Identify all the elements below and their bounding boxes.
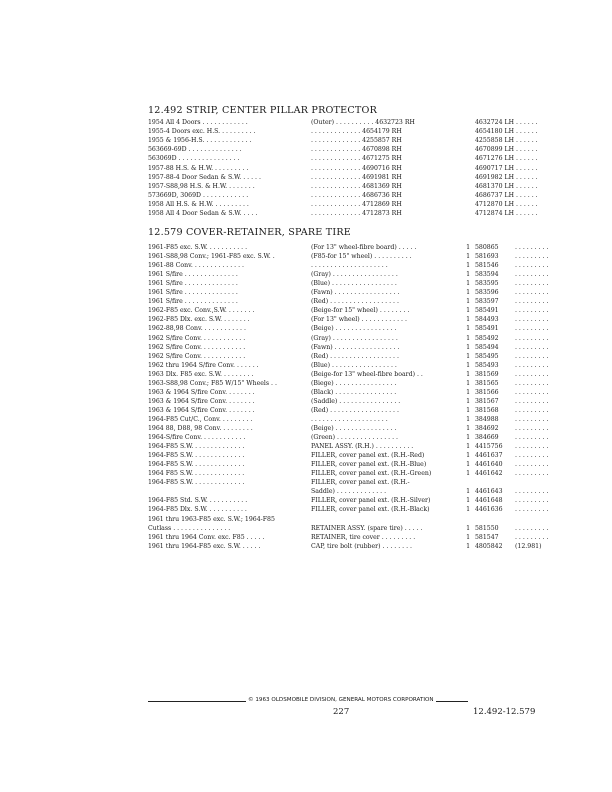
row-application: 1955-4 Doors exc. H.S. . . . . . . . . . bbox=[148, 128, 256, 136]
row-description: . . . . . . . . . . . . . . . . . . . . bbox=[311, 415, 388, 423]
row-application: 1964-F85 Cut/C., Conv. . . . . . . . . bbox=[148, 415, 253, 423]
table-row bbox=[148, 182, 588, 191]
row-description: (Beige) . . . . . . . . . . . . . . . . bbox=[311, 425, 397, 432]
row-part-number: 585493 bbox=[475, 361, 499, 369]
row-application: 1964-S/fire Conv. . . . . . . . . . . . bbox=[148, 434, 246, 442]
row-extra: . . . . . . . . . bbox=[515, 379, 549, 387]
row-part-number: 585491 bbox=[475, 325, 499, 333]
row-application: 1963 & 1964 S/fire Conv. . . . . . . . bbox=[148, 388, 255, 396]
row-quantity: 1 bbox=[466, 343, 470, 351]
row-quantity: 1 bbox=[466, 307, 470, 315]
table-row bbox=[148, 191, 588, 200]
row-part-number: 4461642 bbox=[475, 470, 503, 478]
section-title-cover-retainer: 12.579 COVER-RETAINER, SPARE TIRE bbox=[148, 227, 351, 238]
row-quantity: 1 bbox=[466, 280, 470, 288]
row-description: FILLER, cover panel ext. (R.H.-Green) bbox=[311, 470, 432, 478]
row-extra: . . . . . . . . . bbox=[515, 361, 549, 369]
row-part-number: 585492 bbox=[475, 334, 499, 342]
row-quantity: 1 bbox=[466, 470, 470, 478]
row-part-number: 583595 bbox=[475, 280, 499, 288]
table-row bbox=[148, 288, 588, 297]
row-description: Saddle) . . . . . . . . . . . . . bbox=[311, 488, 387, 496]
row-application: 1961-S88,98 Conv.; 1961-F85 exc. S.W. . bbox=[148, 253, 275, 261]
row-quantity: 1 bbox=[466, 488, 470, 496]
row-description: (Gray) . . . . . . . . . . . . . . . . . bbox=[311, 334, 398, 342]
row-quantity: 1 bbox=[466, 524, 470, 532]
row-application: 563069D . . . . . . . . . . . . . . . . bbox=[148, 155, 240, 163]
row-part-number: 585495 bbox=[475, 352, 499, 360]
row-part-number: 583594 bbox=[475, 271, 499, 279]
row-description: (Green) . . . . . . . . . . . . . . . . bbox=[311, 434, 398, 442]
row-application: 1962 S/fire Conv. . . . . . . . . . . . bbox=[148, 334, 246, 342]
row-part-number: 381568 bbox=[475, 406, 499, 414]
row-application: 1964-F85 Dlx. S.W. . . . . . . . . . . bbox=[148, 506, 247, 514]
row-quantity: 1 bbox=[466, 406, 470, 414]
row-part-number: 580865 bbox=[475, 244, 499, 251]
page-number: 227 bbox=[333, 707, 350, 717]
row-quantity: 1 bbox=[466, 244, 470, 251]
table-row bbox=[148, 334, 588, 343]
row-extra: . . . . . . . . . bbox=[515, 524, 549, 532]
row-application: 1961-88 Conv. . . . . . . . . . . . . . bbox=[148, 262, 244, 270]
row-application: 1957-S88,98 H.S. & H.W. . . . . . . . bbox=[148, 182, 255, 190]
row-application: 1963-S88,98 Conv.; F85 W/15" Wheels . . bbox=[148, 379, 277, 387]
row-part-number: 4681370 LH . . . . . . bbox=[475, 182, 538, 190]
table-row bbox=[148, 424, 588, 433]
table-row bbox=[148, 442, 588, 451]
table-row bbox=[148, 515, 588, 524]
table-row bbox=[148, 496, 588, 505]
row-part-number: 381566 bbox=[475, 388, 499, 396]
row-part-number: 4461643 bbox=[475, 488, 503, 496]
footer-copyright: © 1963 OLDSMOBILE DIVISION, GENERAL MOTORS CORPORATION bbox=[248, 697, 434, 703]
row-extra: . . . . . . . . . bbox=[515, 443, 549, 451]
table-row bbox=[148, 324, 588, 333]
row-description: (Red) . . . . . . . . . . . . . . . . . . bbox=[311, 352, 399, 360]
row-extra: . . . . . . . . . bbox=[515, 352, 549, 360]
row-application: 1964-F85 Std. S.W. . . . . . . . . . . bbox=[148, 497, 248, 505]
table-row bbox=[148, 261, 588, 270]
row-description: . . . . . . . . . . . . . 4670898 RH bbox=[311, 146, 402, 154]
row-description: (Gray) . . . . . . . . . . . . . . . . . bbox=[311, 271, 398, 279]
row-extra: . . . . . . . . . bbox=[515, 370, 549, 378]
table-row bbox=[148, 370, 588, 379]
table-row bbox=[148, 361, 588, 370]
row-description: . . . . . . . . . . . . . 4712869 RH bbox=[311, 200, 402, 208]
row-part-number: 381567 bbox=[475, 397, 499, 405]
row-description: . . . . . . . . . . . . . 4691981 RH bbox=[311, 173, 402, 181]
row-description: FILLER, cover panel ext. (R.H.- bbox=[311, 479, 410, 487]
row-quantity: 1 bbox=[466, 334, 470, 342]
row-part-number: 583597 bbox=[475, 298, 499, 306]
row-extra: . . . . . . . . . bbox=[515, 280, 549, 288]
row-extra: . . . . . . . . . bbox=[515, 262, 549, 270]
row-application: 573669D, 3069D . . . . . . . . . . . . bbox=[148, 191, 249, 199]
table-row bbox=[148, 279, 588, 288]
row-part-number: 4805842 bbox=[475, 542, 503, 550]
table-row bbox=[148, 164, 588, 173]
row-application: 1961 thru 1963-F85 exc. S.W.; 1964-F85 bbox=[148, 515, 275, 523]
table-row bbox=[148, 200, 588, 209]
row-extra: . . . . . . . . . bbox=[515, 244, 549, 251]
table-row bbox=[148, 252, 588, 261]
row-application: 1954 All 4 Doors . . . . . . . . . . . . bbox=[148, 119, 248, 126]
row-part-number: 4712870 LH . . . . . . bbox=[475, 200, 538, 208]
row-description: CAP, tire bolt (rubber) . . . . . . . . bbox=[311, 542, 412, 550]
table-row bbox=[148, 343, 588, 352]
row-description: . . . . . . . . . . . . . 4686736 RH bbox=[311, 191, 402, 199]
row-application: 1961 thru 1964-F85 exc. S.W. . . . . . bbox=[148, 542, 261, 550]
row-part-number: 4670899 LH . . . . . . bbox=[475, 146, 538, 154]
row-application: 1964 88, D88, 98 Conv. . . . . . . . . bbox=[148, 425, 253, 432]
row-quantity: 1 bbox=[466, 289, 470, 297]
row-extra: . . . . . . . . . bbox=[515, 497, 549, 505]
table-row bbox=[148, 243, 588, 252]
row-application: 563669-69D . . . . . . . . . . . . . . bbox=[148, 146, 242, 154]
row-application: 1955 & 1956-H.S. . . . . . . . . . . . . bbox=[148, 137, 252, 145]
row-application: 1962-88,98 Conv. . . . . . . . . . . . bbox=[148, 325, 246, 333]
row-quantity: 1 bbox=[466, 271, 470, 279]
row-quantity: 1 bbox=[466, 316, 470, 324]
row-part-number: 581550 bbox=[475, 524, 499, 532]
row-extra: . . . . . . . . . bbox=[515, 461, 549, 469]
row-application: 1962-F85 Dlx. exc. S.W. . . . . . . . bbox=[148, 316, 250, 324]
row-description: . . . . . . . . . . . . . 4654179 RH bbox=[311, 128, 402, 136]
table-row bbox=[148, 154, 588, 163]
row-extra: . . . . . . . . . bbox=[515, 533, 549, 541]
table-row bbox=[148, 505, 588, 514]
row-application: 1962-F85 exc. Conv.,S.W. . . . . . . . bbox=[148, 307, 255, 315]
row-part-number: 4461637 bbox=[475, 452, 503, 460]
row-application: Cutlass . . . . . . . . . . . . . . . bbox=[148, 524, 231, 532]
row-description: (Beige-for 13" wheel-fibre board) . . bbox=[311, 370, 423, 378]
row-extra: . . . . . . . . . bbox=[515, 488, 549, 496]
row-description: (F85-for 15" wheel) . . . . . . . . . . bbox=[311, 253, 412, 261]
row-extra: . . . . . . . . . bbox=[515, 325, 549, 333]
row-extra: . . . . . . . . . bbox=[515, 470, 549, 478]
row-part-number: 4415756 bbox=[475, 443, 503, 451]
row-part-number: 4461648 bbox=[475, 497, 503, 505]
table-row bbox=[148, 270, 588, 279]
row-application: 1961 S/fire . . . . . . . . . . . . . . bbox=[148, 280, 238, 288]
table-row bbox=[148, 469, 588, 478]
row-description: . . . . . . . . . . . . . 4681369 RH bbox=[311, 182, 402, 190]
table-row bbox=[148, 145, 588, 154]
row-application: 1964-F85 S.W. . . . . . . . . . . . . . bbox=[148, 443, 245, 451]
table-row bbox=[148, 352, 588, 361]
row-part-number: 4461636 bbox=[475, 506, 503, 514]
row-part-number: 381565 bbox=[475, 379, 499, 387]
row-application: 1963 & 1964 S/fire Conv. . . . . . . . bbox=[148, 397, 255, 405]
row-application: 1964-F85 S.W. . . . . . . . . . . . . . bbox=[148, 452, 245, 460]
row-quantity: 1 bbox=[466, 361, 470, 369]
row-quantity: 1 bbox=[466, 388, 470, 396]
row-extra: . . . . . . . . . bbox=[515, 506, 549, 514]
row-quantity: 1 bbox=[466, 298, 470, 306]
row-description: . . . . . . . . . . . . . 4712873 RH bbox=[311, 210, 402, 217]
row-application: 1964-F85 S.W. . . . . . . . . . . . . . bbox=[148, 461, 245, 469]
row-description: (For 13" wheel) . . . . . . . . . . . . bbox=[311, 316, 407, 324]
row-description: (Blue) . . . . . . . . . . . . . . . . . bbox=[311, 280, 397, 288]
row-description: (Black) . . . . . . . . . . . . . . . . bbox=[311, 388, 397, 396]
row-extra: . . . . . . . . . bbox=[515, 388, 549, 396]
row-extra: . . . . . . . . . bbox=[515, 397, 549, 405]
row-description: PANEL ASSY. (R.H.) . . . . . . . . . . bbox=[311, 443, 414, 451]
row-description: . . . . . . . . . . . . . 4671275 RH bbox=[311, 155, 402, 163]
row-application: 1961-F85 exc. S.W. . . . . . . . . . . bbox=[148, 244, 248, 251]
row-extra: . . . . . . . . . bbox=[515, 415, 549, 423]
row-description: FILLER, cover panel ext. (R.H.-Black) bbox=[311, 506, 430, 514]
row-application: 1958 All 4 Door Sedan & S.W. . . . . bbox=[148, 210, 258, 217]
row-extra: (12.981) bbox=[515, 542, 542, 550]
table-row bbox=[148, 415, 588, 424]
row-extra: . . . . . . . . . bbox=[515, 406, 549, 414]
table-row bbox=[148, 433, 588, 442]
table-row bbox=[148, 306, 588, 315]
row-extra: . . . . . . . . . bbox=[515, 425, 549, 432]
row-quantity: 1 bbox=[466, 397, 470, 405]
table-row bbox=[148, 297, 588, 306]
row-part-number: 381569 bbox=[475, 370, 499, 378]
row-quantity: 1 bbox=[466, 461, 470, 469]
row-quantity: 1 bbox=[466, 379, 470, 387]
row-quantity: 1 bbox=[466, 497, 470, 505]
row-description: (Red) . . . . . . . . . . . . . . . . . . bbox=[311, 406, 399, 414]
row-part-number: 4690717 LH . . . . . . bbox=[475, 164, 538, 172]
row-part-number: 4461640 bbox=[475, 461, 503, 469]
row-part-number: 583596 bbox=[475, 289, 499, 297]
row-application: 1958 All H.S. & H.W. . . . . . . . . . bbox=[148, 200, 249, 208]
row-quantity: 1 bbox=[466, 253, 470, 261]
row-quantity: 1 bbox=[466, 425, 470, 432]
row-extra: . . . . . . . . . bbox=[515, 334, 549, 342]
page-range: 12.492-12.579 bbox=[473, 707, 536, 717]
row-part-number: 584493 bbox=[475, 316, 499, 324]
row-part-number: 4686737 LH . . . . . . bbox=[475, 191, 538, 199]
row-quantity: 1 bbox=[466, 262, 470, 270]
row-description: (Fawn) . . . . . . . . . . . . . . . . . bbox=[311, 289, 400, 297]
row-application: 1957-88 H.S. & H.W. . . . . . . . . . bbox=[148, 164, 249, 172]
row-application: 1963 & 1964 S/fire Conv. . . . . . . . bbox=[148, 406, 255, 414]
row-quantity: 1 bbox=[466, 452, 470, 460]
row-application: 1963 Dlx. F85 exc. S.W. . . . . . . . . bbox=[148, 370, 254, 378]
table-row bbox=[148, 533, 588, 542]
row-extra: . . . . . . . . . bbox=[515, 452, 549, 460]
section-title-strip: 12.492 STRIP, CENTER PILLAR PROTECTOR bbox=[148, 105, 377, 116]
table-row bbox=[148, 118, 588, 127]
row-quantity: 1 bbox=[466, 533, 470, 541]
row-part-number: 4712874 LH . . . . . . bbox=[475, 210, 538, 217]
row-description: FILLER, cover panel ext. (R.H.-Silver) bbox=[311, 497, 431, 505]
row-part-number: 4654180 LH . . . . . . bbox=[475, 128, 538, 136]
row-description: (Beige-for 15" wheel) . . . . . . . . bbox=[311, 307, 410, 315]
table-row bbox=[148, 542, 588, 551]
table-row bbox=[148, 388, 588, 397]
row-quantity: 1 bbox=[466, 352, 470, 360]
row-application: 1961 S/fire . . . . . . . . . . . . . . bbox=[148, 271, 238, 279]
row-description: (Fawn) . . . . . . . . . . . . . . . . . bbox=[311, 343, 400, 351]
row-part-number: 4632724 LH . . . . . . bbox=[475, 119, 538, 126]
row-description: FILLER, cover panel ext. (R.H.-Blue) bbox=[311, 461, 427, 469]
row-extra: . . . . . . . . . bbox=[515, 343, 549, 351]
row-application: 1961 S/fire . . . . . . . . . . . . . . bbox=[148, 298, 238, 306]
row-part-number: 585491 bbox=[475, 307, 499, 315]
row-description: (Beige) . . . . . . . . . . . . . . . . bbox=[311, 325, 397, 333]
row-extra: . . . . . . . . . bbox=[515, 289, 549, 297]
row-quantity: 1 bbox=[466, 370, 470, 378]
row-part-number: 4255858 LH . . . . . . bbox=[475, 137, 538, 145]
table-row bbox=[148, 127, 588, 136]
row-description: . . . . . . . . . . . . . 4255857 RH bbox=[311, 137, 402, 145]
row-description: (For 13" wheel-fibre board) . . . . . bbox=[311, 244, 417, 251]
row-application: 1962 S/fire Conv. . . . . . . . . . . . bbox=[148, 343, 246, 351]
row-quantity: 1 bbox=[466, 434, 470, 442]
table-row bbox=[148, 524, 588, 533]
table-row bbox=[148, 173, 588, 182]
table-row bbox=[148, 487, 588, 496]
row-part-number: 581546 bbox=[475, 262, 499, 270]
table-row bbox=[148, 406, 588, 415]
row-application: 1961 S/fire . . . . . . . . . . . . . . bbox=[148, 289, 238, 297]
row-extra: . . . . . . . . . bbox=[515, 271, 549, 279]
row-part-number: 581693 bbox=[475, 253, 499, 261]
row-quantity: 1 bbox=[466, 325, 470, 333]
row-extra: . . . . . . . . . bbox=[515, 298, 549, 306]
row-part-number: 384692 bbox=[475, 425, 499, 432]
row-description: (Biege) . . . . . . . . . . . . . . . . bbox=[311, 379, 397, 387]
row-description: (Blue) . . . . . . . . . . . . . . . . . bbox=[311, 361, 397, 369]
row-description: . . . . . . . . . . . . . . . . . . . . bbox=[311, 262, 388, 270]
row-part-number: 4691982 LH . . . . . . bbox=[475, 173, 538, 181]
row-description: RETAINER ASSY. (spare tire) . . . . . bbox=[311, 524, 423, 532]
row-part-number: 585494 bbox=[475, 343, 499, 351]
row-quantity: 1 bbox=[466, 506, 470, 514]
row-part-number: 384988 bbox=[475, 415, 499, 423]
row-extra: . . . . . . . . . bbox=[515, 316, 549, 324]
row-quantity: 1 bbox=[466, 443, 470, 451]
table-row bbox=[148, 315, 588, 324]
row-extra: . . . . . . . . . bbox=[515, 253, 549, 261]
table-row bbox=[148, 209, 588, 218]
row-application: 1962 thru 1964 S/fire Conv. . . . . . . bbox=[148, 361, 259, 369]
row-part-number: 4671276 LH . . . . . . bbox=[475, 155, 538, 163]
table-row bbox=[148, 478, 588, 487]
row-application: 1957-88-4 Door Sedan & S.W. . . . . . bbox=[148, 173, 261, 181]
row-application: 1964-F85 S.W. . . . . . . . . . . . . . bbox=[148, 479, 245, 487]
table-row bbox=[148, 136, 588, 145]
row-description: (Outer) . . . . . . . . . . 4632723 RH bbox=[311, 119, 415, 126]
row-application: 1964 F85 S.W. . . . . . . . . . . . . . bbox=[148, 470, 245, 478]
row-description: (Saddle) . . . . . . . . . . . . . . . . bbox=[311, 397, 401, 405]
table-row bbox=[148, 397, 588, 406]
row-part-number: 384669 bbox=[475, 434, 499, 442]
row-application: 1961 thru 1964 Conv. exc. F85 . . . . . bbox=[148, 533, 265, 541]
row-extra: . . . . . . . . . bbox=[515, 307, 549, 315]
row-quantity: 1 bbox=[466, 415, 470, 423]
row-application: 1962 S/fire Conv. . . . . . . . . . . . bbox=[148, 352, 246, 360]
row-description: FILLER, cover panel ext. (R.H.-Red) bbox=[311, 452, 425, 460]
row-quantity: 1 bbox=[466, 542, 470, 550]
row-description: (Red) . . . . . . . . . . . . . . . . . . bbox=[311, 298, 399, 306]
table-row bbox=[148, 460, 588, 469]
table-row bbox=[148, 451, 588, 460]
table-row bbox=[148, 379, 588, 388]
row-part-number: 581547 bbox=[475, 533, 499, 541]
row-extra: . . . . . . . . . bbox=[515, 434, 549, 442]
row-description: . . . . . . . . . . . . . 4690716 RH bbox=[311, 164, 402, 172]
row-description: RETAINER, tire cover . . . . . . . . . bbox=[311, 533, 416, 541]
